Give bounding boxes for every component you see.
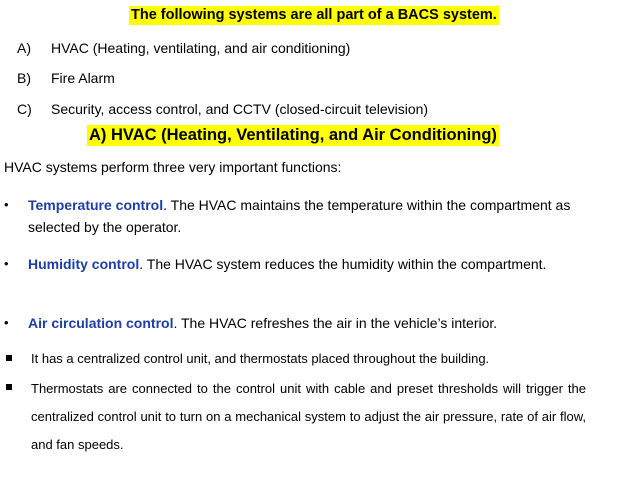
bullet-icon: • xyxy=(4,256,9,271)
note-item xyxy=(6,375,586,459)
function-description: . The HVAC refreshes the air in the vehicle’s interior. xyxy=(173,315,498,331)
list-item-text: Security, access control, and CCTV (closed-circuit television) xyxy=(51,101,429,117)
function-key-term: Air circulation control xyxy=(28,315,174,331)
square-bullet-icon xyxy=(6,384,12,390)
function-key-term: Humidity control xyxy=(28,256,140,272)
function-text xyxy=(28,253,604,275)
list-item-text: Fire Alarm xyxy=(51,70,115,86)
slide-title: The following systems are all part of a BACS system. xyxy=(131,7,497,23)
function-text xyxy=(28,312,604,334)
bullet-icon: • xyxy=(4,197,9,212)
note-item xyxy=(6,346,586,371)
square-bullet-icon xyxy=(6,355,12,361)
list-item-letter: C) xyxy=(17,101,32,117)
list-item-a xyxy=(17,39,350,57)
list-item-text: HVAC (Heating, ventilating, and air conditioning) xyxy=(51,40,351,56)
intro-text: HVAC systems perform three very important functions: xyxy=(4,159,342,175)
note-text: Thermostats are connected to the control unit with cable and preset thresholds will trigger the centralized control unit to turn on a mechanical system to adjust the air pressure, rate of air flow, and fan speeds. xyxy=(31,381,586,452)
note-text: It has a centralized control unit, and thermostats placed throughout the building. xyxy=(31,351,490,366)
function-item-air-circulation xyxy=(4,312,604,334)
function-description: . The HVAC system reduces the humidity within the compartment. xyxy=(139,256,547,272)
function-key-term: Temperature control xyxy=(28,197,164,213)
list-item-c xyxy=(17,100,428,118)
function-item-humidity xyxy=(4,253,604,275)
list-item-letter: B) xyxy=(17,70,31,86)
bullet-icon: • xyxy=(4,315,9,330)
section-heading: A) HVAC (Heating, Ventilating, and Air Conditioning) xyxy=(89,126,497,144)
function-item-temperature xyxy=(4,194,604,238)
list-item-letter: A) xyxy=(17,40,31,56)
function-description: . The HVAC maintains the temperature within the compartment as selected by the operator. xyxy=(28,197,571,235)
list-item-b xyxy=(17,69,115,87)
function-text xyxy=(28,194,604,238)
